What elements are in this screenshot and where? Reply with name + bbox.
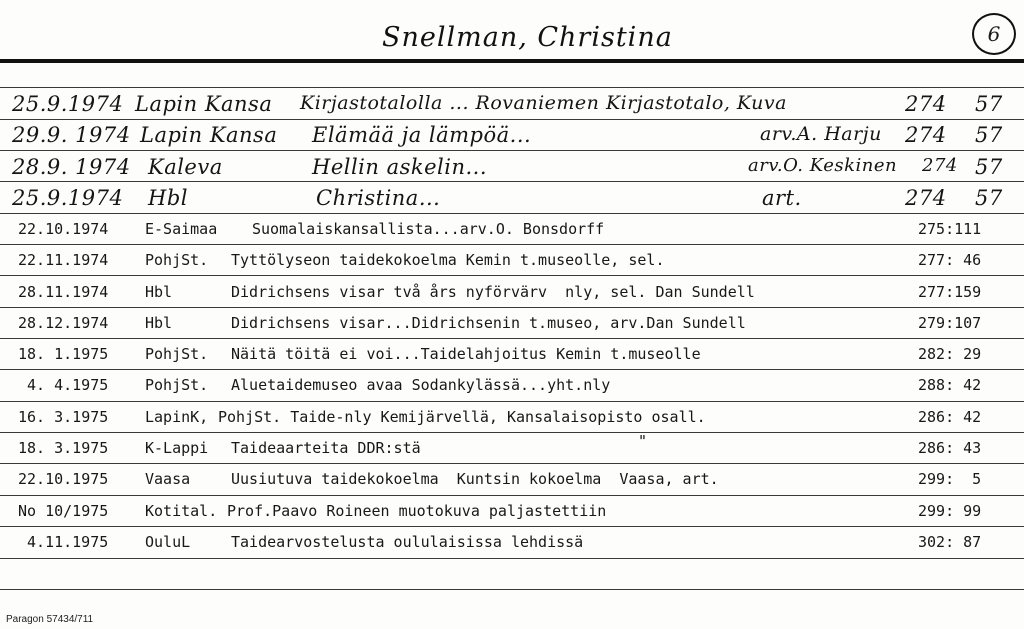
row-rule — [0, 369, 1024, 370]
entry-source: LapinK, — [145, 408, 209, 426]
entry-text: Didrichsens visar två års nyförvärv nly, sel. Dan Sundell — [231, 283, 755, 301]
card-title: Snellman, Christina — [382, 22, 673, 53]
entry-text: Näitä töitä ei voi...Taidelahjoitus Kemin t.museolle — [231, 345, 701, 363]
entry-source: PohjSt. — [145, 345, 209, 363]
ditto-mark: " — [638, 432, 648, 450]
entry-reference: 279:107 — [918, 314, 982, 332]
entry-reference: 302: 87 — [918, 533, 982, 551]
entry-source: Kotital. — [145, 502, 218, 520]
entry-source: Kaleva — [148, 155, 223, 179]
entry-number: 57 — [975, 155, 1003, 179]
entry-date: 25.9.1974 — [12, 92, 124, 116]
row-rule — [0, 463, 1024, 464]
entry-date: 22.10.1974 — [18, 220, 109, 238]
entry-reference: 288: 42 — [918, 376, 982, 394]
entry-text: PohjSt. Taide-nly Kemijärvellä, Kansalaisopisto osall. — [218, 408, 706, 426]
entry-source: Lapin Kansa — [135, 92, 273, 116]
entry-text: Christina... — [316, 186, 441, 210]
row-rule — [0, 213, 1024, 214]
entry-date: 28.9. 1974 — [12, 155, 131, 179]
row-rule — [0, 432, 1024, 433]
entry-text: Tyttölyseon taidekokoelma Kemin t.museolle, sel. — [231, 251, 665, 269]
entry-number: 57 — [975, 92, 1003, 116]
row-rule — [0, 526, 1024, 527]
entry-page: 274 — [922, 155, 958, 176]
entry-page: 274 — [905, 123, 947, 147]
entry-date: 4. 4.1975 — [27, 376, 109, 394]
entry-reference: 275:111 — [918, 220, 982, 238]
card-number: 6 — [987, 22, 1001, 46]
row-rule — [0, 589, 1024, 590]
entry-reference: 286: 42 — [918, 408, 982, 426]
entry-date: 16. 3.1975 — [18, 408, 109, 426]
row-rule — [0, 275, 1024, 276]
entry-date: 4.11.1975 — [27, 533, 109, 551]
entry-text: Hellin askelin... — [312, 155, 488, 179]
entry-text: Kirjastotalolla ... Rovaniemen Kirjastotalo, Kuva — [300, 92, 787, 114]
entry-source: Lapin Kansa — [140, 123, 278, 147]
entry-source: PohjSt. — [145, 376, 209, 394]
entry-text: Aluetaidemuseo avaa Sodankylässä...yht.nly — [231, 376, 611, 394]
entry-date: 18. 1.1975 — [18, 345, 109, 363]
entry-number: 57 — [975, 123, 1003, 147]
entry-date: 28.12.1974 — [18, 314, 109, 332]
entry-note: arv.A. Harju — [760, 123, 882, 145]
card-number-circle — [972, 13, 1016, 55]
entry-date: 25.9.1974 — [12, 186, 124, 210]
entry-text: Didrichsens visar...Didrichsenin t.museo, arv.Dan Sundell — [231, 314, 746, 332]
header-rule-double — [0, 61, 1024, 63]
entry-date: No 10/1975 — [18, 502, 109, 520]
entry-text: Taideaarteita DDR:stä — [231, 439, 421, 457]
row-rule — [0, 87, 1024, 88]
entry-text: Suomalaiskansallista...arv.O. Bonsdorff — [252, 220, 605, 238]
entry-text: Prof.Paavo Roineen muotokuva paljastettiin — [227, 502, 607, 520]
entry-note: arv.O. Keskinen — [748, 155, 898, 176]
row-rule — [0, 338, 1024, 339]
entry-reference: 277:159 — [918, 283, 982, 301]
entry-date: 28.11.1974 — [18, 283, 109, 301]
entry-text: Taidearvostelusta oululaisissa lehdissä — [231, 533, 584, 551]
row-rule — [0, 119, 1024, 120]
row-rule — [0, 495, 1024, 496]
entry-reference: 299: 99 — [918, 502, 982, 520]
entry-source: Hbl — [145, 283, 173, 301]
row-rule — [0, 307, 1024, 308]
entry-page: 274 — [905, 186, 947, 210]
entry-source: Hbl — [145, 314, 173, 332]
entry-reference: 299: 5 — [918, 470, 982, 488]
card-footer-imprint: Paragon 57434/711 — [6, 614, 94, 625]
entry-text: Uusiutuva taidekokoelma Kuntsin kokoelma Vaasa, art. — [231, 470, 719, 488]
row-rule — [0, 150, 1024, 151]
entry-date: 18. 3.1975 — [18, 439, 109, 457]
entry-reference: 282: 29 — [918, 345, 982, 363]
entry-source: PohjSt. — [145, 251, 209, 269]
entry-source: K-Lappi — [145, 439, 209, 457]
entry-date: 22.10.1975 — [18, 470, 109, 488]
entry-date: 29.9. 1974 — [12, 123, 131, 147]
entry-source: Hbl — [148, 186, 188, 210]
entry-note: art. — [762, 186, 802, 210]
row-rule — [0, 181, 1024, 182]
entry-date: 22.11.1974 — [18, 251, 109, 269]
entry-source: E-Saimaa — [145, 220, 218, 238]
entry-reference: 286: 43 — [918, 439, 982, 457]
entry-page: 274 — [905, 92, 947, 116]
entry-source: OuluL — [145, 533, 191, 551]
entry-number: 57 — [975, 186, 1003, 210]
entry-text: Elämää ja lämpöä... — [312, 123, 532, 147]
row-rule — [0, 401, 1024, 402]
entry-source: Vaasa — [145, 470, 191, 488]
entry-reference: 277: 46 — [918, 251, 982, 269]
row-rule — [0, 244, 1024, 245]
row-rule — [0, 558, 1024, 559]
